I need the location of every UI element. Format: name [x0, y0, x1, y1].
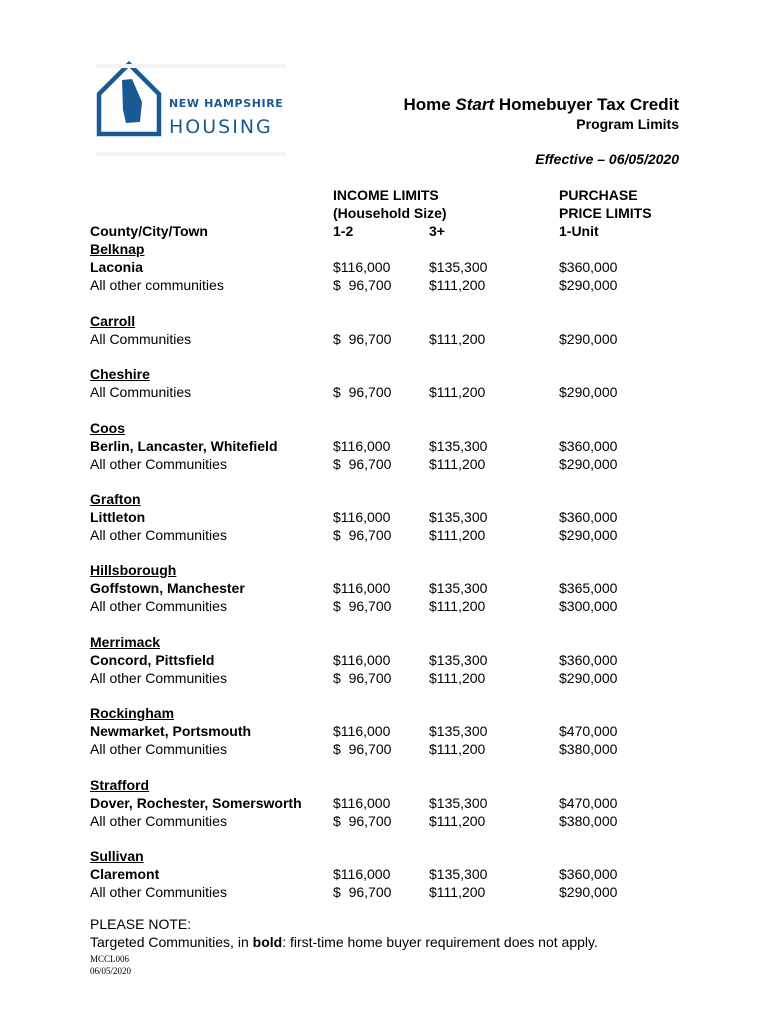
county-name: Carroll	[90, 313, 136, 329]
area-name: Goffstown, Manchester	[90, 580, 245, 596]
area-name: All Communities	[90, 384, 192, 400]
income-limit-3plus: $111,200	[429, 598, 486, 614]
purchase-price-limit: $290,000	[559, 277, 618, 293]
income-limit-1-2: $ 96,700	[333, 598, 392, 614]
table-row	[0, 383, 770, 401]
income-limit-3plus: $135,300	[429, 795, 488, 811]
table-row	[0, 330, 770, 348]
county-name: Grafton	[90, 491, 141, 507]
table-row	[0, 437, 770, 455]
purchase-price-limit: $470,000	[559, 795, 618, 811]
income-limit-1-2: $116,000	[333, 259, 391, 275]
area-name: All other Communities	[90, 884, 227, 900]
table-row	[0, 669, 770, 687]
area-name: Newmarket, Portsmouth	[90, 723, 252, 739]
income-limit-3plus: $111,200	[429, 384, 486, 400]
purchase-price-limit: $360,000	[559, 259, 618, 275]
county-heading	[0, 312, 770, 330]
table-row	[0, 597, 770, 615]
note-text: Targeted Communities, in bold: first-time home buyer requirement does not apply.	[90, 934, 598, 950]
income-limit-1-2: $ 96,700	[333, 670, 392, 686]
county-heading	[0, 419, 770, 437]
county-heading	[0, 847, 770, 865]
county-heading	[0, 704, 770, 722]
county-heading	[0, 240, 770, 258]
purchase-price-limit: $290,000	[559, 456, 618, 472]
county-heading	[0, 490, 770, 508]
income-limit-1-2: $ 96,700	[333, 527, 392, 543]
purchase-price-limit: $360,000	[559, 652, 618, 668]
purchase-price-limits-header: PURCHASE PRICE LIMITS 1-Unit	[559, 187, 652, 239]
area-name: All other Communities	[90, 527, 227, 543]
table-row	[0, 276, 770, 294]
household-size-3plus-header: 3+	[429, 223, 445, 239]
purchase-price-limit: $290,000	[559, 527, 618, 543]
purchase-price-limit: $365,000	[559, 580, 618, 596]
income-limit-3plus: $111,200	[429, 741, 486, 757]
income-limit-1-2: $116,000	[333, 795, 391, 811]
area-name: All other Communities	[90, 456, 227, 472]
please-note	[90, 915, 598, 951]
purchase-price-limit: $360,000	[559, 866, 618, 882]
income-limit-3plus: $111,200	[429, 527, 486, 543]
county-city-town-header: County/City/Town	[90, 223, 208, 239]
income-limit-1-2: $ 96,700	[333, 331, 392, 347]
purchase-price-limit: $290,000	[559, 884, 618, 900]
nh-housing-logo	[96, 52, 286, 162]
area-name: All other communities	[90, 277, 224, 293]
income-limit-1-2: $116,000	[333, 580, 391, 596]
area-name: All Communities	[90, 331, 192, 347]
table-row	[0, 740, 770, 758]
title-block	[403, 95, 679, 133]
county-heading	[0, 633, 770, 651]
income-limit-3plus: $111,200	[429, 884, 486, 900]
table-row	[0, 865, 770, 883]
county-name: Coos	[90, 420, 125, 436]
income-limit-3plus: $135,300	[429, 866, 488, 882]
footer-code: MCCL006	[90, 954, 130, 964]
income-limit-1-2: $ 96,700	[333, 456, 392, 472]
county-name: Sullivan	[90, 848, 144, 864]
income-limits-header: INCOME LIMITS (Household Size)	[333, 187, 447, 221]
purchase-price-limit: $360,000	[559, 509, 618, 525]
income-limit-3plus: $135,300	[429, 259, 488, 275]
area-name: All other Communities	[90, 598, 227, 614]
house-state-icon	[96, 52, 286, 162]
county-heading	[0, 561, 770, 579]
income-limit-3plus: $111,200	[429, 331, 486, 347]
income-limit-3plus: $135,300	[429, 438, 488, 454]
county-name: Hillsborough	[90, 562, 177, 578]
purchase-price-limit: $360,000	[559, 438, 618, 454]
logo-text-line2: HOUSING	[169, 116, 273, 138]
county-heading	[0, 776, 770, 794]
area-name: All other Communities	[90, 670, 227, 686]
area-name: Laconia	[90, 259, 143, 275]
income-limit-3plus: $135,300	[429, 580, 488, 596]
county-name: Merrimack	[90, 634, 161, 650]
table-row	[0, 526, 770, 544]
income-limit-1-2: $ 96,700	[333, 384, 392, 400]
footer	[90, 953, 131, 977]
county-name: Cheshire	[90, 366, 150, 382]
purchase-price-limit: $470,000	[559, 723, 618, 739]
income-limit-3plus: $135,300	[429, 509, 488, 525]
income-limit-1-2: $ 96,700	[333, 884, 392, 900]
income-limit-1-2: $ 96,700	[333, 277, 392, 293]
note-heading: PLEASE NOTE:	[90, 916, 192, 932]
effective-date: Effective – 06/05/2020	[535, 151, 679, 167]
faint-decoration-top	[96, 64, 286, 68]
table-row	[0, 883, 770, 901]
area-name: Concord, Pittsfield	[90, 652, 215, 668]
income-limit-1-2: $116,000	[333, 509, 391, 525]
income-limit-3plus: $135,300	[429, 652, 488, 668]
income-limit-3plus: $111,200	[429, 670, 486, 686]
table-row	[0, 812, 770, 830]
income-limit-3plus: $111,200	[429, 277, 486, 293]
county-name: Rockingham	[90, 705, 175, 721]
income-limit-1-2: $ 96,700	[333, 741, 392, 757]
table-row	[0, 455, 770, 473]
document-subtitle: Program Limits	[576, 116, 679, 132]
purchase-price-limit: $290,000	[559, 670, 618, 686]
logo-text-line1: NEW HAMPSHIRE	[169, 97, 284, 110]
income-limit-3plus: $135,300	[429, 723, 488, 739]
table-row	[0, 794, 770, 812]
faint-decoration-bottom	[96, 152, 286, 156]
table-row	[0, 722, 770, 740]
purchase-price-limit: $290,000	[559, 331, 618, 347]
area-name: Littleton	[90, 509, 146, 525]
income-limit-1-2: $116,000	[333, 723, 391, 739]
area-name: Berlin, Lancaster, Whitefield	[90, 438, 278, 454]
income-limit-1-2: $116,000	[333, 438, 391, 454]
document-title: Home Start Homebuyer Tax Credit	[403, 95, 679, 114]
income-limit-1-2: $ 96,700	[333, 813, 392, 829]
footer-date: 06/05/2020	[90, 966, 132, 976]
area-name: Claremont	[90, 866, 160, 882]
income-limit-1-2: $116,000	[333, 652, 391, 668]
household-size-1-2-header: 1-2	[333, 223, 354, 239]
table-row	[0, 651, 770, 669]
county-name: Strafford	[90, 777, 150, 793]
table-row	[0, 258, 770, 276]
area-name: Dover, Rochester, Somersworth	[90, 795, 302, 811]
county-heading	[0, 365, 770, 383]
county-name: Belknap	[90, 241, 145, 257]
purchase-price-limit: $380,000	[559, 813, 618, 829]
area-name: All other Communities	[90, 813, 227, 829]
purchase-price-limit: $380,000	[559, 741, 618, 757]
table-row	[0, 508, 770, 526]
income-limit-3plus: $111,200	[429, 456, 486, 472]
purchase-price-limit: $290,000	[559, 384, 618, 400]
income-limit-3plus: $111,200	[429, 813, 486, 829]
income-limit-1-2: $116,000	[333, 866, 391, 882]
purchase-price-limit: $300,000	[559, 598, 618, 614]
area-name: All other Communities	[90, 741, 227, 757]
table-row	[0, 579, 770, 597]
